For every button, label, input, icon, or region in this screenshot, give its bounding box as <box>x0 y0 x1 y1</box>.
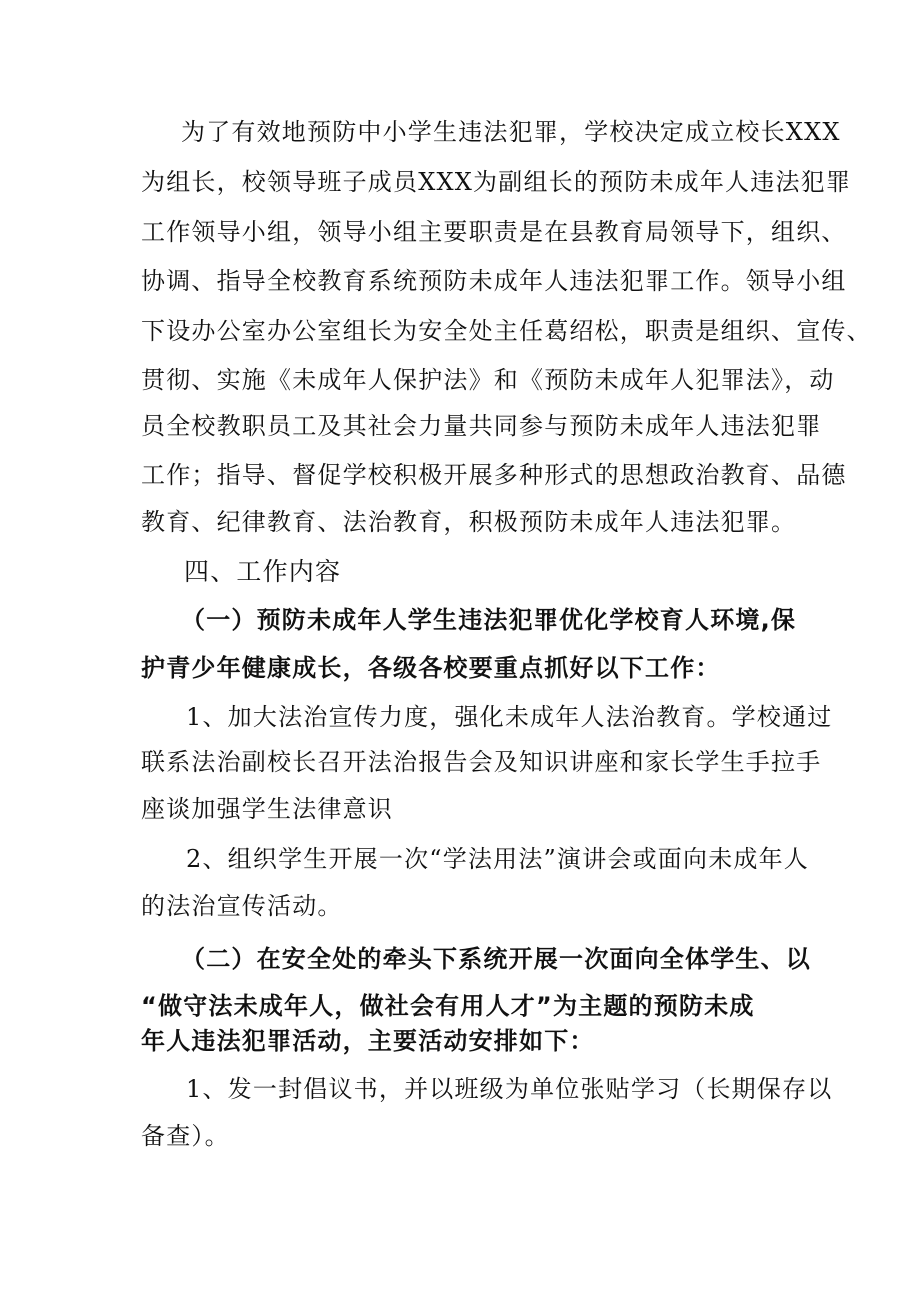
paragraph-line: 教育、纪律教育、法治教育，积极预防未成年人违法犯罪。 <box>141 508 797 536</box>
subsection-heading-line: （二）在安全处的牵头下系统开展一次面向全体学生、以 <box>181 945 811 973</box>
paragraph-line: 贯彻、实施《未成年人保护法》和《预防未成年人犯罪法》，动 <box>141 366 835 394</box>
list-item-line: 联系法治副校长召开法治报告会及知识讲座和家长学生手拉手 <box>141 748 822 776</box>
paragraph-line: 为组长，校领导班子成员XXX为副组长的预防未成年人违法犯罪 <box>141 168 852 196</box>
section-heading: 四、工作内容 <box>184 557 342 586</box>
list-item-line: 的法治宣传活动。 <box>141 892 343 920</box>
paragraph-line: 工作领导小组，领导小组主要职责是在县教育局领导下，组织、 <box>141 218 847 246</box>
subsection-heading-line: 年人违法犯罪活动，主要活动安排如下： <box>141 1027 595 1055</box>
list-item-line: 2、组织学生开展一次“学法用法”演讲会或面向未成年人 <box>186 845 810 873</box>
paragraph-line: 为了有效地预防中小学生违法犯罪，学校决定成立校长XXX <box>181 118 841 146</box>
list-item-line: 1、加大法治宣传力度，强化未成年人法治教育。学校通过 <box>186 703 833 731</box>
paragraph-line: 工作；指导、督促学校积极开展多种形式的思想政治教育、品德 <box>141 461 847 489</box>
paragraph-line: 下设办公室办公室组长为安全处主任葛绍松，职责是组织、宣传、 <box>141 317 872 345</box>
list-item-line: 备查）。 <box>141 1122 230 1150</box>
subsection-heading-line: 护青少年健康成长，各级各校要重点抓好以下工作： <box>141 654 721 682</box>
paragraph-line: 员全校教职员工及其社会力量共同参与预防未成年人违法犯罪 <box>141 412 822 440</box>
list-item-line: 1、发一封倡议书，并以班级为单位张贴学习（长期保存以 <box>186 1075 833 1103</box>
subsection-heading-line: （一）预防未成年人学生违法犯罪优化学校育人环境,保 <box>181 606 797 634</box>
list-item-line: 座谈加强学生法律意识 <box>141 795 393 823</box>
subsection-heading-line: “做守法未成年人，做社会有用人才”为主题的预防未成 <box>141 992 755 1020</box>
paragraph-line: 协调、指导全校教育系统预防未成年人违法犯罪工作。领导小组 <box>141 267 847 295</box>
